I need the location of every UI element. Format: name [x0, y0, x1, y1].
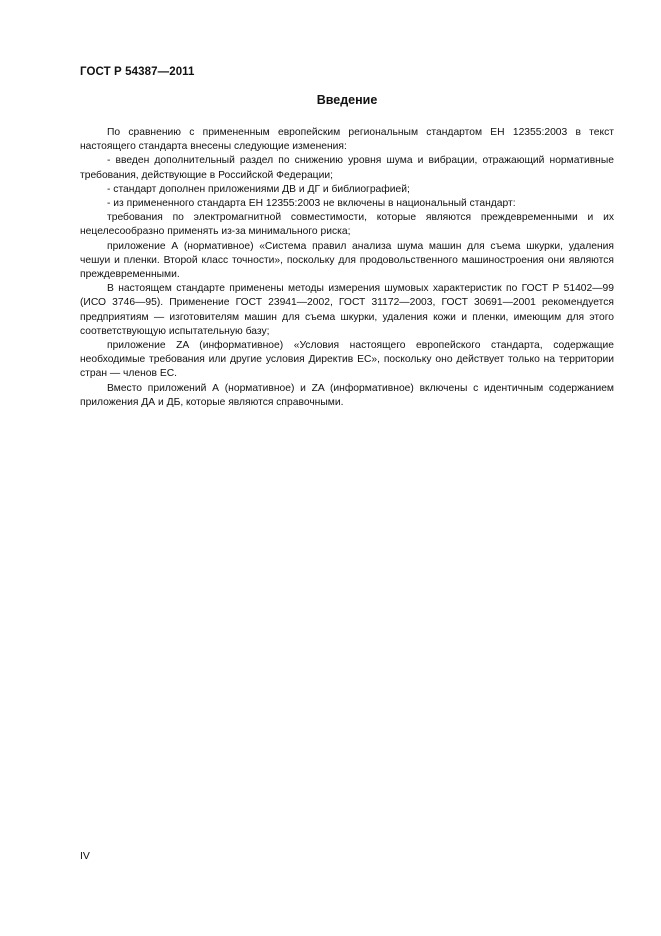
paragraph-emc-requirements: требования по электромагнитной совместимости, которые являются преждевременными и их нецелесообразно применять из-за минимального риска; — [80, 212, 614, 238]
paragraph-noise-methods: В настоящем стандарте применены методы измерения шумовых характеристик по ГОСТ Р 51402—99 (ИСО 3746—95). Применение ГОСТ 23941—2002, ГОСТ 31172—2003, ГОСТ 30691—2001 рекомендуется предприятиям — изготовителям машин для съема шкурки, удаления кожи и пленки, имеющим для этого соответствующую испытательную базу; — [80, 283, 614, 337]
paragraph-replacement-appendices: Вместо приложений А (нормативное) и ZA (информативное) включены с идентичным содержанием приложения ДА и ДБ, которые являются справочными. — [80, 382, 614, 408]
paragraph-appendix-za: приложение ZA (информативное) «Условия настоящего европейского стандарта, содержащие необходимые требования или другие условия Директив ЕС», поскольку оно действует только на территории стран — членов ЕС. — [80, 340, 614, 380]
section-title: Введение — [316, 93, 378, 107]
introduction-body — [80, 126, 614, 410]
paragraph-bullet-appendices: - стандарт дополнен приложениями ДВ и ДГ и библиографией; — [107, 183, 410, 195]
paragraph-intro: По сравнению с примененным европейским региональным стандартом ЕН 12355:2003 в текст настоящего стандарта внесены следующие изменения: — [80, 127, 614, 153]
document-header-standard-id: ГОСТ Р 54387—2011 — [80, 66, 195, 78]
paragraph-appendix-a: приложение А (нормативное) «Система правил анализа шума машин для съема шкурки, удаления чешуи и пленки. Второй класс точности», поскольку для продовольственного машиностроения они являются преждевременными. — [80, 240, 614, 281]
paragraph-bullet-excluded: - из примененного стандарта ЕН 12355:2003 не включены в национальный стандарт: — [107, 198, 516, 210]
paragraph-bullet-noise-section: - введен дополнительный раздел по снижению уровня шума и вибрации, отражающий нормативные требования, действующие в Российской Федерации; — [80, 155, 614, 181]
page-number: IV — [80, 850, 90, 862]
